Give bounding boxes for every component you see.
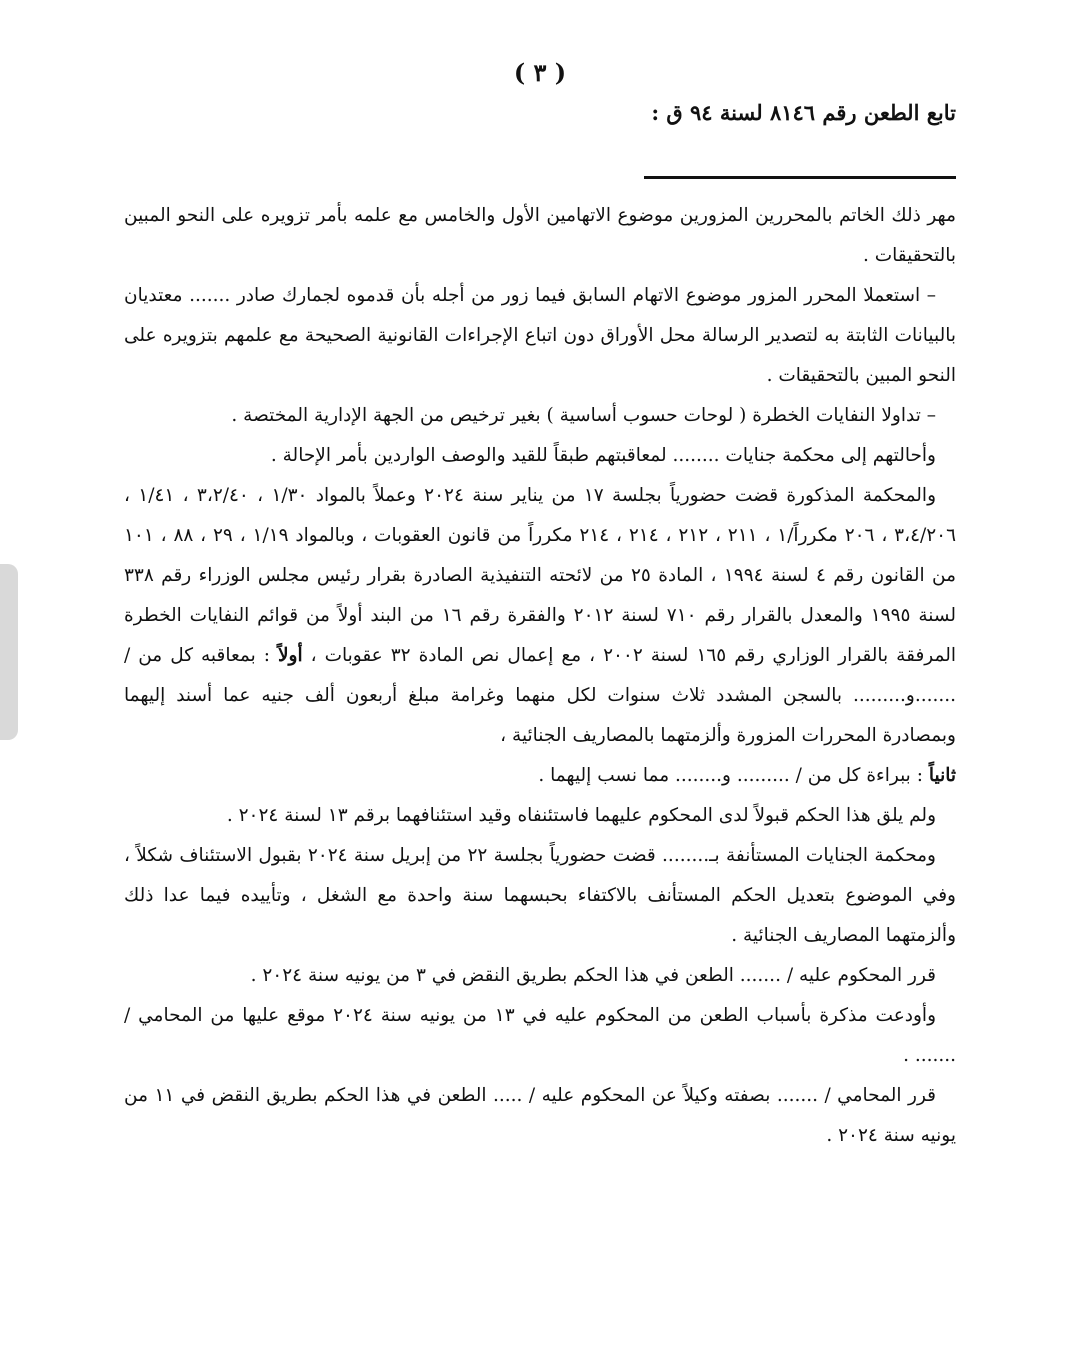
paragraph-5-ruling: : بمعاقبه كل من / .......و......... بالسجن المشدد ثلاث سنوات لكل منهما وغرامة مبلغ أربعون ألف جنيه عما أسند إليهما وبمصادرة المحررات المزورة وألزمتهما بالمصاريف الجنائية ، (124, 645, 956, 746)
second-label: ثانياً (928, 765, 956, 786)
paragraph-8: ومحكمة الجنايات المستأنفة بـ........ قضت حضورياً بجلسة ٢٢ من إبريل سنة ٢٠٢٤ بقبول الاستئناف شكلاً ، وفي الموضوع بتعديل الحكم المستأنف بالاكتفاء بحبسهما سنة واحدة مع الشغل ، وتأييده فيما عدا ذلك وألزمتهما المصاريف الجنائية . (124, 845, 956, 946)
paragraph-1: مهر ذلك الخاتم بالمحررين المزورين موضوع الاتهامين الأول والخامس مع علمه بأمر تزويره على النحو المبين بالتحقيقات . (124, 205, 956, 266)
header-divider (644, 176, 956, 179)
paragraph-9: قرر المحكوم عليه / ....... الطعن في هذا الحكم بطريق النقض في ٣ من يونيه سنة ٢٠٢٤ . (250, 965, 936, 986)
paragraph-5-text: والمحكمة المذكورة قضت حضورياً بجلسة ١٧ من يناير سنة ٢٠٢٤ وعملاً بالمواد ١/٣٠ ، ٣،٢/٤٠ ، ١/٤١ ، ٣،٤/٢٠٦ ، ٢٠٦ مكرراً/١ ، ٢١١ ، ٢١٢ ، ٢١٤ ، ٢١٤ مكرراً من قانون العقوبات ، وبالمواد ١/١٩ ، ٢٩ ، ٨٨ ، ١٠١ من القانون رقم ٤ لسنة ١٩٩٤ ، المادة ٢٥ من لائحته التنفيذية الصادرة بقرار رئيس مجلس الوزراء رقم ٣٣٨ لسنة ١٩٩٥ والمعدل بالقرار رقم ٧١٠ لسنة ٢٠١٢ والفقرة رقم ١٦ من البند أولاً من قوائم النفايات الخطرة المرفقة بالقرار الوزاري رقم ١٦٥ لسنة ٢٠٠٢ ، مع إعمال نص المادة ٣٢ عقوبات ، (124, 485, 957, 666)
paragraph-6 (124, 756, 956, 796)
appeal-header: تابع الطعن رقم ٨١٤٦ لسنة ٩٤ ق : (651, 100, 956, 125)
page-number: ( ٣ ) (513, 58, 567, 87)
side-scroll-handle[interactable] (0, 564, 18, 740)
paragraph-6-ruling: : ببراءة كل من / ......... و........ مما نسب إليهما . (538, 765, 923, 786)
paragraph-11: قرر المحامي / ....... بصفته وكيلاً عن المحكوم عليه / ..... الطعن في هذا الحكم بطريق النقض في ١١ من يونيه سنة ٢٠٢٤ . (124, 1085, 956, 1146)
paragraph-2: – استعملا المحرر المزور موضوع الاتهام السابق فيما زور من أجله بأن قدموه لجمارك صادر ....... معتديان بالبيانات الثابتة به لتصدير الرسالة محل الأوراق دون اتباع الإجراءات القانونية الصحيحة مع علمهم بتزويره على النحو المبين بالتحقيقات . (124, 285, 956, 386)
document-body (124, 196, 956, 1156)
paragraph-3: – تداولا النفايات الخطرة ( لوحات حسوب أساسية ) بغير ترخيص من الجهة الإدارية المختصة . (231, 405, 936, 426)
paragraph-5 (124, 476, 956, 756)
paragraph-4: وأحالتهم إلى محكمة جنايات ........ لمعاقبتهم طبقاً للقيد والوصف الواردين بأمر الإحالة . (270, 445, 936, 466)
paragraph-10: وأودعت مذكرة بأسباب الطعن من المحكوم عليه في ١٣ من يونيه سنة ٢٠٢٤ موقع عليها من المحامي / ....... . (124, 1005, 956, 1066)
paragraph-7: ولم يلق هذا الحكم قبولاً لدى المحكوم عليهما فاستئنفاه وقيد استئنافهما برقم ١٣ لسنة ٢٠٢٤ . (226, 805, 936, 826)
first-label: أولاً (277, 645, 303, 666)
